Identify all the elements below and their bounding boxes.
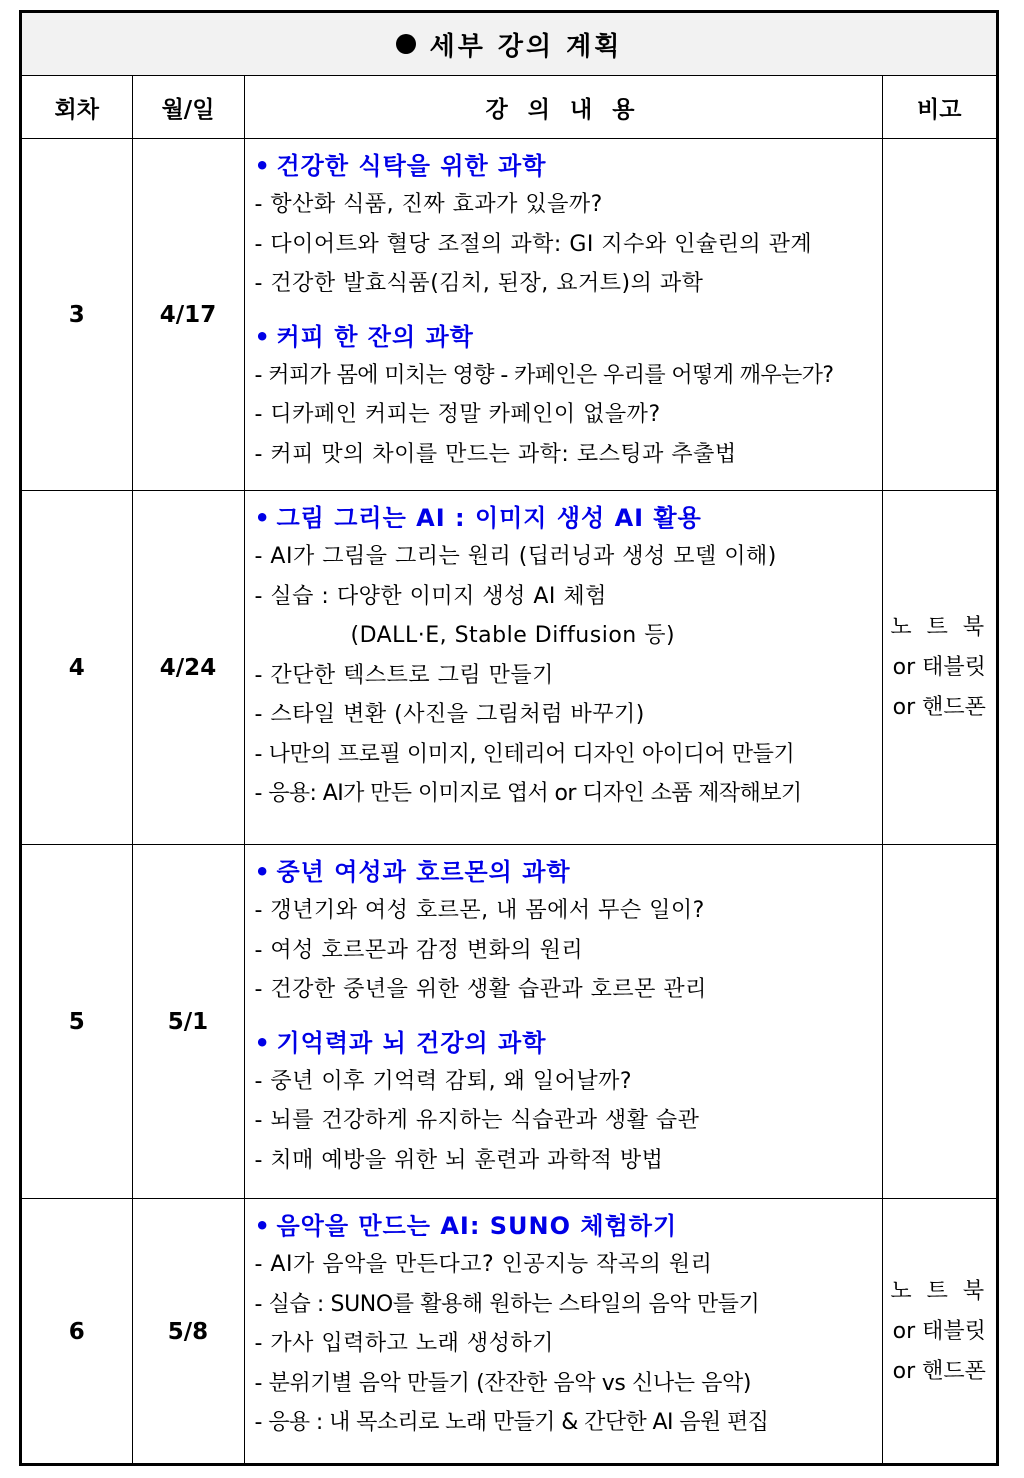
content-line: - 치매 예방을 위한 뇌 훈련과 과학적 방법 bbox=[254, 1147, 664, 1173]
content-cell bbox=[244, 845, 882, 1199]
header-content: 강 의 내 용 bbox=[244, 76, 882, 139]
topic-heading: • 음악을 만드는 AI: SUNO 체험하기 bbox=[255, 1207, 876, 1245]
content-cell bbox=[244, 139, 882, 491]
content-line: - 디카페인 커피는 정말 카페인이 없을까? bbox=[254, 402, 661, 427]
content-cell bbox=[244, 1199, 882, 1465]
note-cell bbox=[882, 845, 996, 1199]
topic-heading: • 건강한 식탁을 위한 과학 bbox=[255, 147, 876, 185]
content-line: - 건강한 중년을 위한 생활 습관과 호르몬 관리 bbox=[254, 977, 707, 1002]
note-cell bbox=[882, 139, 996, 491]
schedule-table bbox=[22, 75, 996, 1465]
content-line: - 갱년기와 여성 호르몬, 내 몸에서 무슨 일이? bbox=[254, 898, 705, 923]
content-line: - 응용: AI가 만든 이미지로 엽서 or 디자인 소품 제작해보기 bbox=[254, 781, 802, 806]
session-cell: 6 bbox=[22, 1199, 132, 1465]
bullet-icon: • bbox=[254, 504, 271, 532]
bullet-icon: • bbox=[254, 152, 271, 180]
bullet-icon: • bbox=[254, 322, 271, 351]
content-line: - 여성 호르몬과 감정 변화의 원리 bbox=[254, 937, 584, 963]
lecture-plan-sheet bbox=[19, 10, 999, 1466]
date-cell: 4/24 bbox=[132, 491, 244, 845]
bullet-icon: • bbox=[254, 1212, 271, 1240]
note-line: 노 트 북 bbox=[890, 614, 989, 640]
content-line: - 분위기별 음악 만들기 (잔잔한 음악 vs 신나는 음악) bbox=[254, 1370, 752, 1396]
content-line: - 스타일 변환 (사진을 그림처럼 바꾸기) bbox=[254, 702, 645, 727]
note-line: or 태블릿 bbox=[892, 1318, 986, 1344]
content-line: - 실습 : SUNO를 활용해 원하는 스타일의 음악 만들기 bbox=[254, 1291, 760, 1317]
content-line: - 중년 이후 기억력 감퇴, 왜 일어날까? bbox=[254, 1068, 633, 1094]
header-note: 비고 bbox=[882, 76, 996, 139]
table-header-row bbox=[22, 76, 996, 139]
content-line: - 뇌를 건강하게 유지하는 식습관과 생활 습관 bbox=[254, 1108, 700, 1133]
bullet-icon: • bbox=[254, 1028, 271, 1057]
note-line: or 핸드폰 bbox=[892, 694, 986, 720]
content-line: - 커피 맛의 차이를 만드는 과학: 로스팅과 추출법 bbox=[254, 441, 737, 467]
content-line: - 가사 입력하고 노래 생성하기 bbox=[254, 1331, 554, 1356]
session-cell: 4 bbox=[22, 491, 132, 845]
table-row bbox=[22, 139, 996, 491]
content-line: - 커피가 몸에 미치는 영향 - 카페인은 우리를 어떻게 깨우는가? bbox=[254, 362, 834, 388]
title-bar bbox=[22, 13, 996, 76]
content-line: - 다이어트와 혈당 조절의 과학: GI 지수와 인슐린의 관계 bbox=[254, 231, 813, 257]
content-cell bbox=[244, 491, 882, 845]
content-line: - 간단한 텍스트로 그림 만들기 bbox=[254, 662, 554, 688]
date-cell: 5/1 bbox=[132, 845, 244, 1199]
note-line: or 핸드폰 bbox=[892, 1358, 986, 1384]
content-line: - 실습 : 다양한 이미지 생성 AI 체험 bbox=[254, 583, 607, 609]
note-line: 노 트 북 bbox=[890, 1278, 989, 1304]
topic-heading: • 중년 여성과 호르몬의 과학 bbox=[255, 853, 876, 891]
content-line: - 나만의 프로필 이미지, 인테리어 디자인 아이디어 만들기 bbox=[254, 741, 795, 767]
header-date: 월/일 bbox=[132, 76, 244, 139]
content-line: - AI가 그림을 그리는 원리 (딥러닝과 생성 모델 이해) bbox=[254, 544, 777, 569]
content-line: (DALL·E, Stable Diffusion 등) bbox=[350, 623, 676, 648]
content-line: - AI가 음악을 만든다고? 인공지능 작곡의 원리 bbox=[254, 1252, 713, 1277]
table-row bbox=[22, 1199, 996, 1465]
bullet-dot-icon bbox=[396, 34, 416, 54]
session-cell: 5 bbox=[22, 845, 132, 1199]
content-line: - 항산화 식품, 진짜 효과가 있을까? bbox=[254, 192, 603, 217]
session-cell: 3 bbox=[22, 139, 132, 491]
bullet-icon: • bbox=[254, 858, 271, 886]
date-cell: 4/17 bbox=[132, 139, 244, 491]
date-cell: 5/8 bbox=[132, 1199, 244, 1465]
table-row bbox=[22, 845, 996, 1199]
content-line: - 응용 : 내 목소리로 노래 만들기 & 간단한 AI 음원 편집 bbox=[254, 1410, 769, 1435]
page-title: 세부 강의 계획 bbox=[429, 31, 623, 62]
header-session: 회차 bbox=[22, 76, 132, 139]
table-row bbox=[22, 491, 996, 845]
content-line: - 건강한 발효식품(김치, 된장, 요거트)의 과학 bbox=[254, 271, 704, 296]
note-line: or 태블릿 bbox=[892, 654, 986, 680]
topic-heading: • 커피 한 잔의 과학 bbox=[255, 318, 876, 356]
topic-heading: • 그림 그리는 AI : 이미지 생성 AI 활용 bbox=[255, 499, 876, 537]
note-cell bbox=[882, 1199, 996, 1465]
note-cell bbox=[882, 491, 996, 845]
topic-heading: • 기억력과 뇌 건강의 과학 bbox=[255, 1024, 876, 1062]
